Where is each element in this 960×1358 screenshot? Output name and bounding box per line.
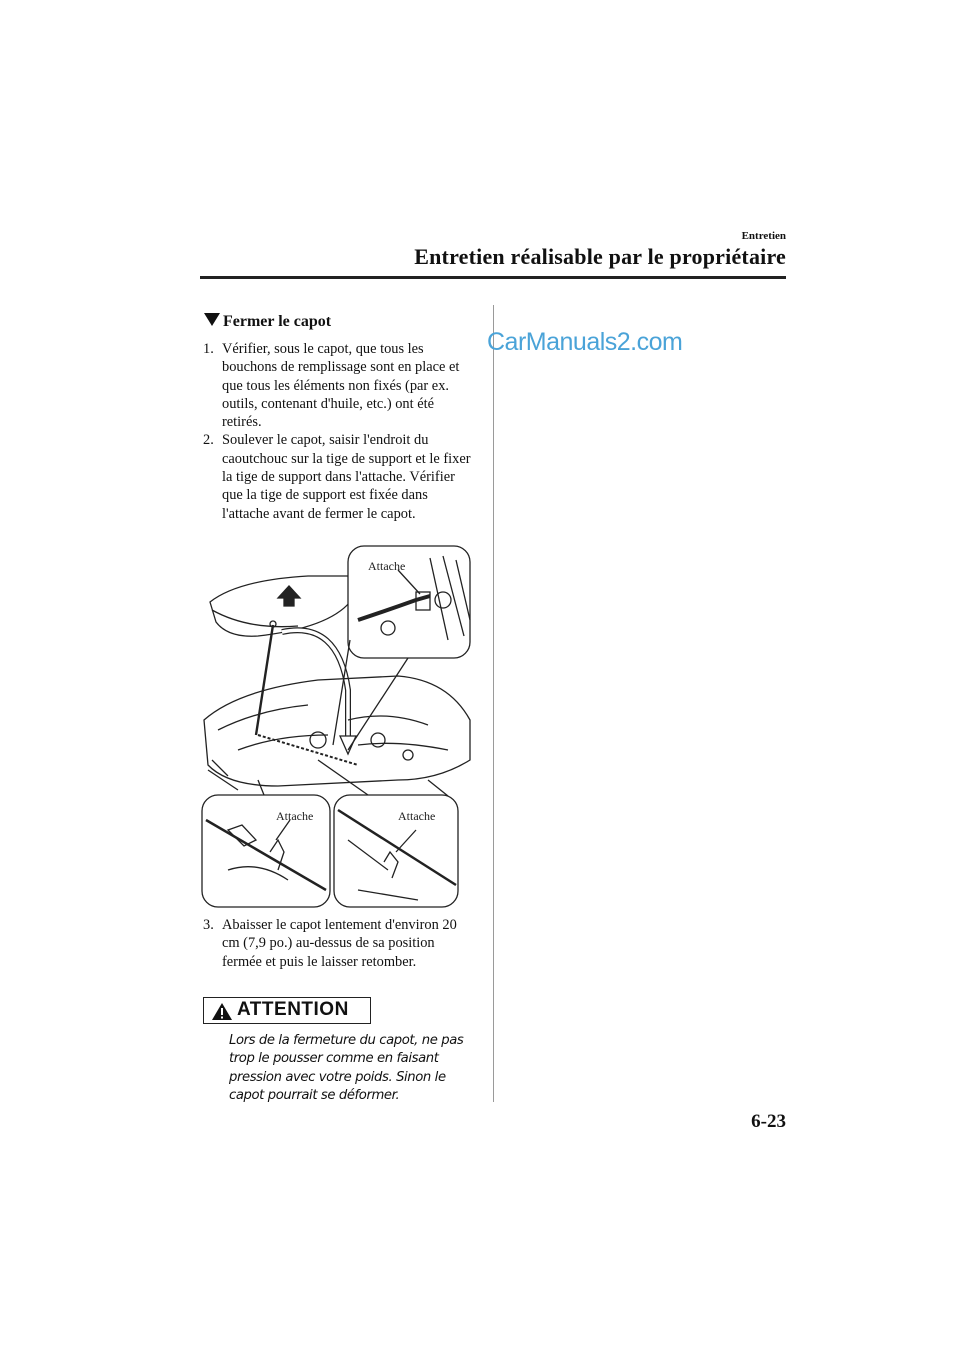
watermark: CarManuals2.com [487, 328, 683, 356]
step-number: 2. [203, 432, 214, 449]
step-number: 3. [203, 917, 214, 933]
callout-attache-top: Attache [368, 559, 406, 573]
step-1 [203, 340, 473, 431]
header-section: Entretien [741, 230, 786, 242]
page-title: Entretien réalisable par le propriétaire [414, 244, 786, 269]
column-divider [493, 305, 494, 1102]
hood-illustration [198, 540, 474, 910]
triangle-bullet-icon [204, 313, 220, 326]
attention-label: ATTENTION [237, 999, 349, 1020]
step-number: 1. [203, 341, 214, 357]
callout-attache-bottom-right: Attache [398, 809, 436, 823]
step-3 [203, 916, 473, 971]
section-heading [204, 313, 331, 331]
header-rule [200, 276, 786, 279]
step-text: Abaisser le capot lentement d'environ 20 cm (7,9 po.) au-dessus de sa position fermée et puis le laisser retomber. [222, 917, 457, 970]
page-number: 6-23 [751, 1111, 786, 1132]
warning-triangle-icon [211, 1002, 233, 1021]
callout-attache-bottom-left: Attache [276, 809, 314, 823]
attention-box [203, 997, 371, 1024]
step-text: Soulever le capot, saisir l'endroit du caoutchouc sur la tige de support et le fixer la tige de support dans l'attache. Vérifier que la tige de support est fixée dans l'attache avant de fermer le capot. [222, 432, 471, 522]
step-2 [203, 431, 473, 522]
steps-list [203, 340, 473, 523]
step-text: Vérifier, sous le capot, que tous les bouchons de remplissage sont en place et que tous les éléments non fixés (par ex. outils, contenant d'huile, etc.) ont été retirés. [222, 341, 460, 431]
attention-text: Lors de la fermeture du capot, ne pas trop le pousser comme en faisant pression avec votre poids. Sinon le capot pourrait se déformer. [229, 1033, 464, 1103]
section-heading-text: Fermer le capot [223, 313, 332, 330]
